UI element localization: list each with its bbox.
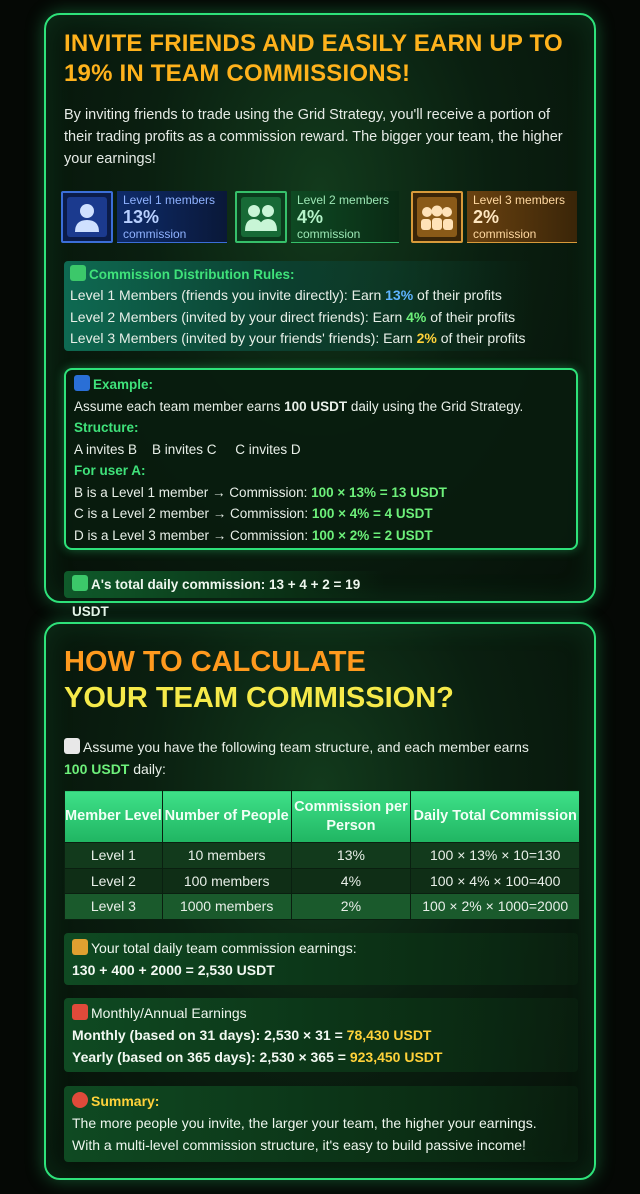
team-total-box <box>64 933 578 985</box>
invite-intro: By inviting friends to trade using the Grid Strategy, you'll receive a portion of their trading profits as a commission reward. The bigger your team, the higher your earnings! <box>64 107 563 167</box>
level-1-pct: 13% <box>123 207 160 227</box>
table-cell: 4% <box>291 868 411 894</box>
level-3-title: Level 3 members <box>473 193 566 207</box>
team-total-title: Your total daily team commission earnings: <box>91 940 357 956</box>
trend-up-icon <box>64 738 80 754</box>
table-cell: 100 members <box>162 868 291 894</box>
structure-text: A invites B B invites C C invites D <box>74 441 301 457</box>
rule-line-3: Level 3 Members (invited by your friends' friends): Earn 2% of their profits <box>70 330 526 346</box>
table-cell: 10 members <box>162 843 291 869</box>
level-1-label: commission <box>123 227 187 241</box>
table-cell: Level 2 <box>65 868 163 894</box>
summary-title: Summary: <box>91 1093 160 1109</box>
calculate-title-line2: YOUR TEAM COMMISSION? <box>64 682 454 714</box>
calculate-title-line1: HOW TO CALCULATE <box>64 646 366 678</box>
table-row <box>65 868 580 894</box>
example-assume: Assume each team member earns 100 USDT daily using the Grid Strategy. <box>74 398 524 414</box>
rules-title: Commission Distribution Rules: <box>89 267 295 282</box>
summary-box <box>64 1086 578 1162</box>
level-3-pct: 2% <box>473 207 500 227</box>
col-member-level: Member Level <box>65 791 163 843</box>
table-cell: Level 3 <box>65 894 163 920</box>
calculate-title <box>64 644 584 716</box>
calendar-icon <box>72 1004 88 1020</box>
invite-card <box>44 13 596 619</box>
col-daily-total: Daily Total Commission <box>411 791 580 843</box>
level-2-label: commission <box>297 227 361 241</box>
calc-line-3: D is a Level 3 member → Commission: 100 × 2% = 2 USDT <box>74 527 433 543</box>
for-user-label: For user A: <box>74 463 146 478</box>
table-cell: 100 × 2% × 1000=2000 <box>411 894 580 920</box>
example-box <box>64 368 578 550</box>
team-total-value: 130 + 400 + 2000 = 2,530 USDT <box>72 962 275 978</box>
level-3-label: commission <box>473 227 537 241</box>
monthly-line: Monthly (based on 31 days): 2,530 × 31 = 78,430 USDT <box>72 1027 432 1043</box>
col-number-of-people: Number of People <box>162 791 291 843</box>
single-user-icon <box>61 191 113 243</box>
puzzle-icon <box>70 265 86 281</box>
calculate-assume: Assume you have the following team structure, and each member earns 100 USDT daily: <box>64 739 529 777</box>
table-cell: 13% <box>291 843 411 869</box>
calc-line-1: B is a Level 1 member → Commission: 100 × 13% = 13 USDT <box>74 484 447 500</box>
summary-line-1: The more people you invite, the larger your team, the higher your earnings. <box>72 1115 537 1131</box>
yearly-line: Yearly (based on 365 days): 2,530 × 365 = 923,450 USDT <box>72 1049 443 1065</box>
level-2-title: Level 2 members <box>297 193 390 207</box>
three-users-icon <box>411 191 463 243</box>
money-bag-icon <box>72 939 88 955</box>
daily-total-text: A's total daily commission: 13 + 4 + 2 = 19 USDT <box>72 577 361 619</box>
calc-line-2: C is a Level 2 member → Commission: 100 × 4% = 4 USDT <box>74 506 433 521</box>
col-commission-per-person: Commission per Person <box>291 791 411 843</box>
rule-line-1: Level 1 Members (friends you invite directly): Earn 13% of their profits <box>70 287 502 303</box>
monthly-title: Monthly/Annual Earnings <box>91 1005 247 1021</box>
invite-title: INVITE FRIENDS AND EASILY EARN UP TO 19% IN TEAM COMMISSIONS! <box>64 30 563 87</box>
two-users-icon <box>235 191 287 243</box>
commission-rules <box>64 261 534 351</box>
daily-total-banner <box>64 571 384 619</box>
level-1-title: Level 1 members <box>123 193 216 207</box>
check-icon <box>72 575 88 591</box>
table-cell: 100 × 4% × 100=400 <box>411 868 580 894</box>
target-icon <box>72 1092 88 1108</box>
structure-label: Structure: <box>74 420 139 435</box>
monthly-annual-box <box>64 998 578 1072</box>
commission-table <box>64 790 580 920</box>
table-row <box>65 843 580 869</box>
summary-line-2: With a multi-level commission structure, it's easy to build passive income! <box>72 1137 526 1153</box>
calculate-card <box>44 622 596 1180</box>
table-cell: Level 1 <box>65 843 163 869</box>
level-2-pct: 4% <box>297 207 324 227</box>
example-title: Example: <box>93 377 154 392</box>
table-cell: 100 × 13% × 10=130 <box>411 843 580 869</box>
table-cell: 2% <box>291 894 411 920</box>
chart-icon <box>74 375 90 391</box>
table-cell: 1000 members <box>162 894 291 920</box>
table-row <box>65 894 580 920</box>
rule-line-2: Level 2 Members (invited by your direct friends): Earn 4% of their profits <box>70 308 516 325</box>
